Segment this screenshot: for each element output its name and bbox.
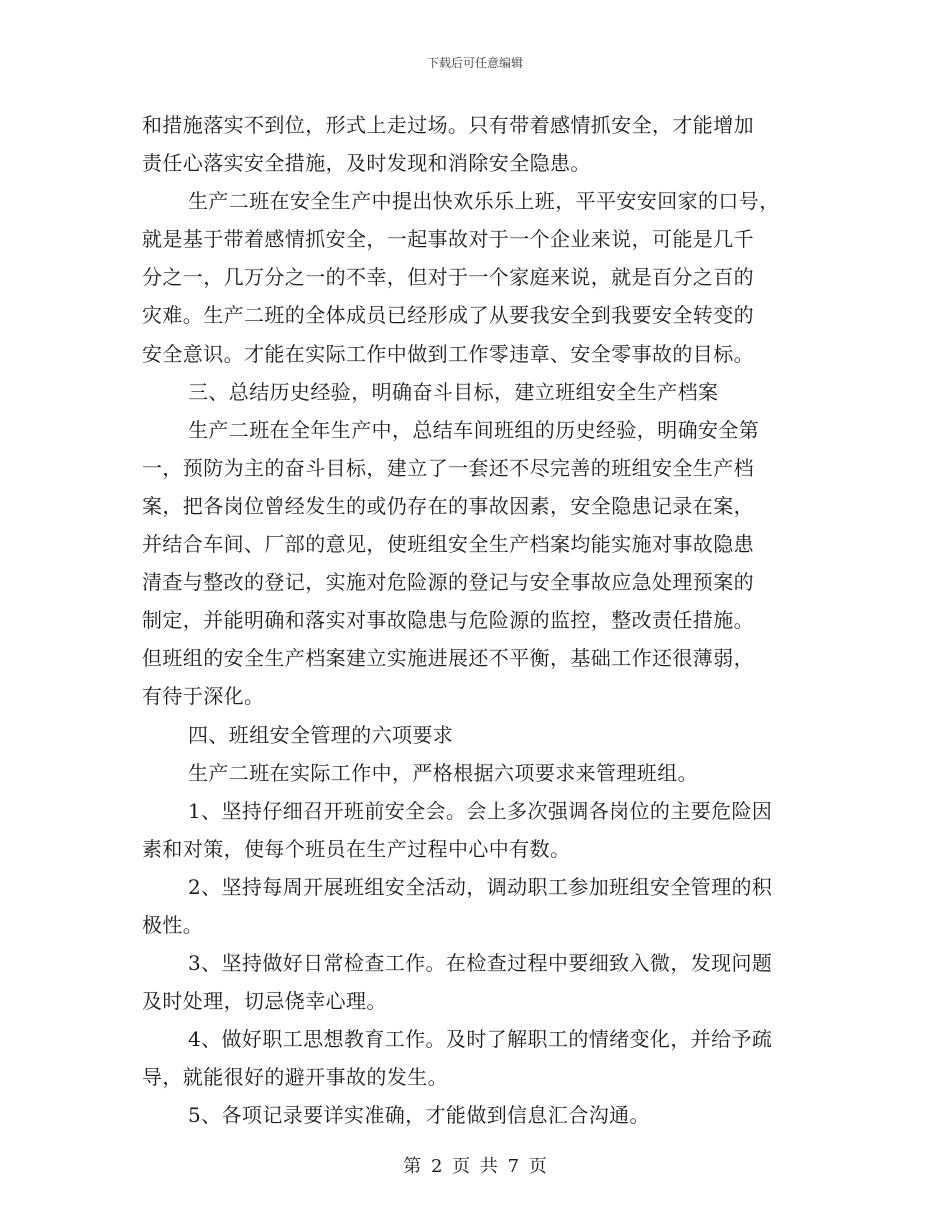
paragraph-line: 责任心落实安全措施，及时发现和消除安全隐患。 (142, 151, 591, 176)
section-heading: 四、班组安全管理的六项要求 (188, 722, 454, 747)
paragraph-line: 一，预防为主的奋斗目标，建立了一套还不尽完善的班组安全生产档 (142, 455, 754, 480)
paragraph-line: 分之一，几万分之一的不幸，但对于一个家庭来说，就是百分之百的 (142, 265, 754, 290)
paragraph-line: 清查与整改的登记，实施对危险源的登记与安全事故应急处理预案的 (142, 570, 754, 595)
paragraph-line: 就是基于带着感情抓安全，一起事故对于一个企业来说，可能是几千 (142, 227, 754, 252)
paragraph-line: 生产二班在全年生产中，总结车间班组的历史经验，明确安全第 (188, 417, 760, 442)
list-item-line: 3、坚持做好日常检查工作。在检查过程中要细致入微，发现问题 (188, 951, 773, 976)
paragraph-line: 安全意识。才能在实际工作中做到工作零违章、安全零事故的目标。 (142, 341, 754, 366)
list-item-line: 素和对策，使每个班员在生产过程中心中有数。 (142, 836, 571, 861)
paragraph-line: 灾难。生产二班的全体成员已经形成了从要我安全到我要安全转变的 (142, 303, 754, 328)
list-item-line: 2、坚持每周开展班组安全活动，调动职工参加班组安全管理的积 (188, 874, 773, 899)
list-item-line: 1、坚持仔细召开班前安全会。会上多次强调各岗位的主要危险因 (188, 798, 773, 823)
paragraph-line: 制定，并能明确和落实对事故隐患与危险源的监控，整改责任措施。 (142, 608, 754, 633)
paragraph-line: 生产二班在实际工作中，严格根据六项要求来管理班组。 (188, 760, 698, 785)
paragraph-line: 有待于深化。 (142, 684, 265, 709)
list-item-line: 极性。 (142, 912, 204, 937)
document-body (142, 106, 812, 1135)
page-number-footer: 第 2 页 共 7 页 (403, 1156, 547, 1177)
list-item-line: 4、做好职工思想教育工作。及时了解职工的情绪变化，并给予疏 (188, 1027, 773, 1052)
paragraph-line: 并结合车间、厂部的意见，使班组安全生产档案均能实施对事故隐患 (142, 532, 754, 557)
list-item-line: 导，就能很好的避开事故的发生。 (142, 1065, 448, 1090)
paragraph-line: 和措施落实不到位，形式上走过场。只有带着感情抓安全，才能增加 (142, 113, 754, 137)
list-item-line: 及时处理，切忌侥幸心理。 (142, 989, 387, 1014)
paragraph-line: 案，把各岗位曾经发生的或仍存在的事故因素，安全隐患记录在案， (142, 493, 754, 518)
paragraph-line: 生产二班在安全生产中提出快欢乐乐上班，平平安安回家的口号， (188, 189, 780, 214)
list-item-line: 5、各项记录要详实准确，才能做到信息汇合沟通。 (188, 1103, 650, 1128)
section-heading: 三、总结历史经验，明确奋斗目标，建立班组安全生产档案 (188, 379, 719, 404)
paragraph-line: 但班组的安全生产档案建立实施进展还不平衡，基础工作还很薄弱， (142, 646, 754, 671)
page-header: 下载后可任意编辑 (426, 56, 523, 70)
